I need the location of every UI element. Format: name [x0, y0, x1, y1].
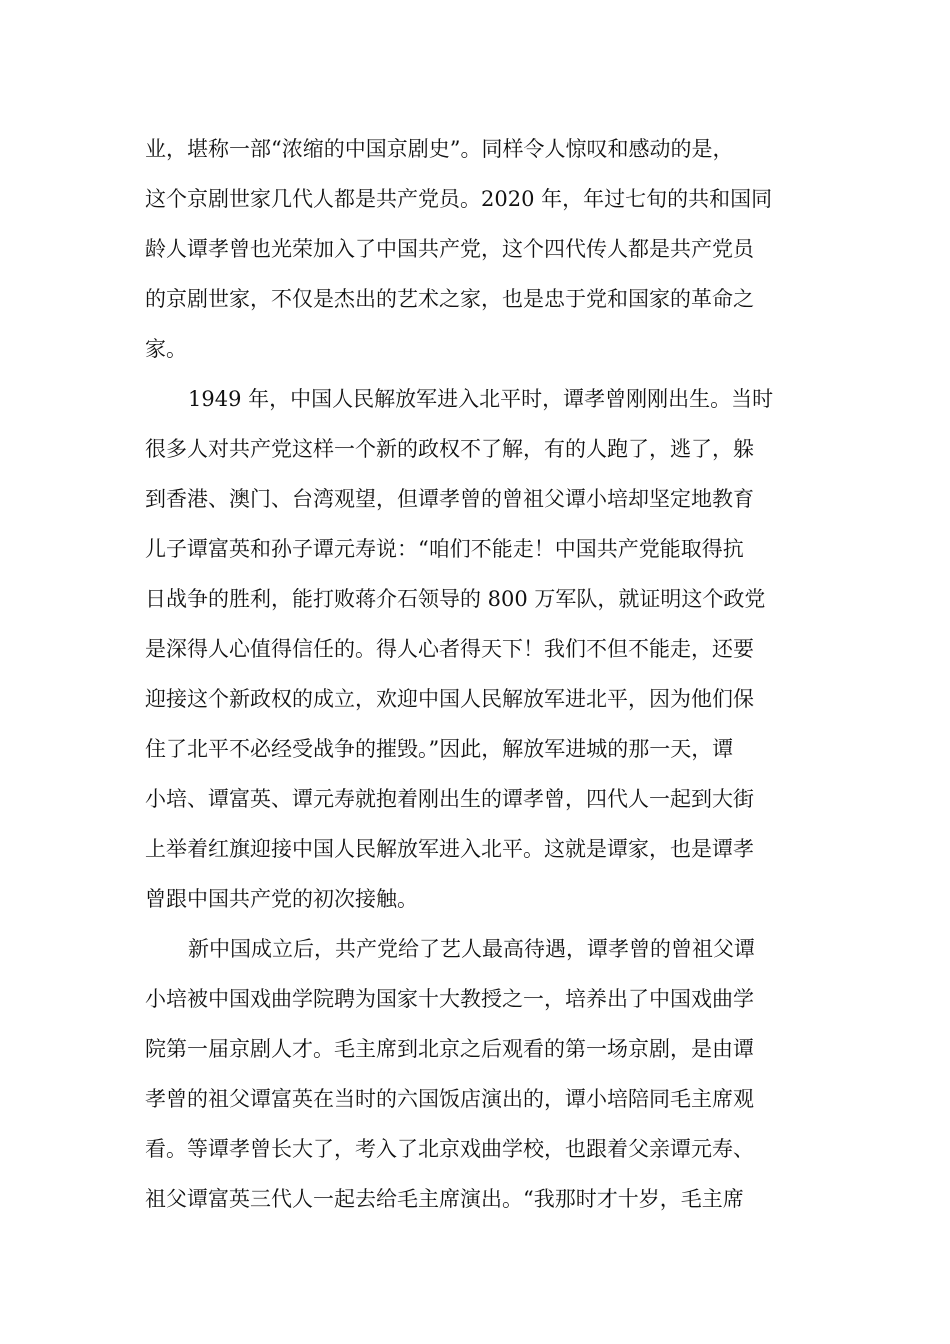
text-line: 到香港、澳门、台湾观望，但谭孝曾的曾祖父谭小培却坚定地教育 — [145, 487, 754, 511]
text-line: 是深得人心值得信任的。得人心者得天下！我们不但不能走，还要 — [145, 637, 754, 661]
text-line: 儿子谭富英和孙子谭元寿说：“咱们不能走！中国共产党能取得抗 — [145, 537, 744, 561]
text-line: 日战争的胜利，能打败蒋介石领导的 800 万军队，就证明这个政党 — [145, 587, 766, 611]
paragraph-2 — [145, 374, 807, 924]
text-line: 1949 年，中国人民解放军进入北平时，谭孝曾刚刚出生。当时 — [188, 387, 774, 411]
text-line: 祖父谭富英三代人一起去给毛主席演出。“我那时才十岁，毛主席 — [145, 1187, 744, 1211]
paragraph-1 — [145, 124, 807, 374]
text-line: 的京剧世家，不仅是杰出的艺术之家，也是忠于党和国家的革命之 — [145, 287, 754, 311]
text-line: 新中国成立后，共产党给了艺人最高待遇，谭孝曾的曾祖父谭 — [188, 937, 755, 961]
text-line: 龄人谭孝曾也光荣加入了中国共产党，这个四代传人都是共产党员 — [145, 237, 754, 261]
text-line: 业，堪称一部“浓缩的中国京剧史”。同样令人惊叹和感动的是， — [145, 137, 734, 161]
text-line: 迎接这个新政权的成立，欢迎中国人民解放军进北平，因为他们保 — [145, 687, 754, 711]
paragraph-3 — [145, 924, 807, 1224]
text-line: 这个京剧世家几代人都是共产党员。2020 年，年过七旬的共和国同 — [145, 187, 773, 211]
text-line: 院第一届京剧人才。毛主席到北京之后观看的第一场京剧，是由谭 — [145, 1037, 754, 1061]
text-line: 住了北平不必经受战争的摧毁。”因此，解放军进城的那一天，谭 — [145, 737, 734, 761]
text-line: 小培被中国戏曲学院聘为国家十大教授之一，培养出了中国戏曲学 — [145, 987, 754, 1011]
text-line: 很多人对共产党这样一个新的政权不了解，有的人跑了，逃了，躲 — [145, 437, 754, 461]
text-line: 孝曾的祖父谭富英在当时的六国饭店演出的，谭小培陪同毛主席观 — [145, 1087, 754, 1111]
text-line: 曾跟中国共产党的初次接触。 — [145, 887, 418, 911]
text-line: 家。 — [145, 337, 187, 361]
text-line: 上举着红旗迎接中国人民解放军进入北平。这就是谭家，也是谭孝 — [145, 837, 754, 861]
text-line: 看。等谭孝曾长大了，考入了北京戏曲学校，也跟着父亲谭元寿、 — [145, 1137, 754, 1161]
body-text — [145, 124, 807, 1224]
text-line: 小培、谭富英、谭元寿就抱着刚出生的谭孝曾，四代人一起到大街 — [145, 787, 754, 811]
